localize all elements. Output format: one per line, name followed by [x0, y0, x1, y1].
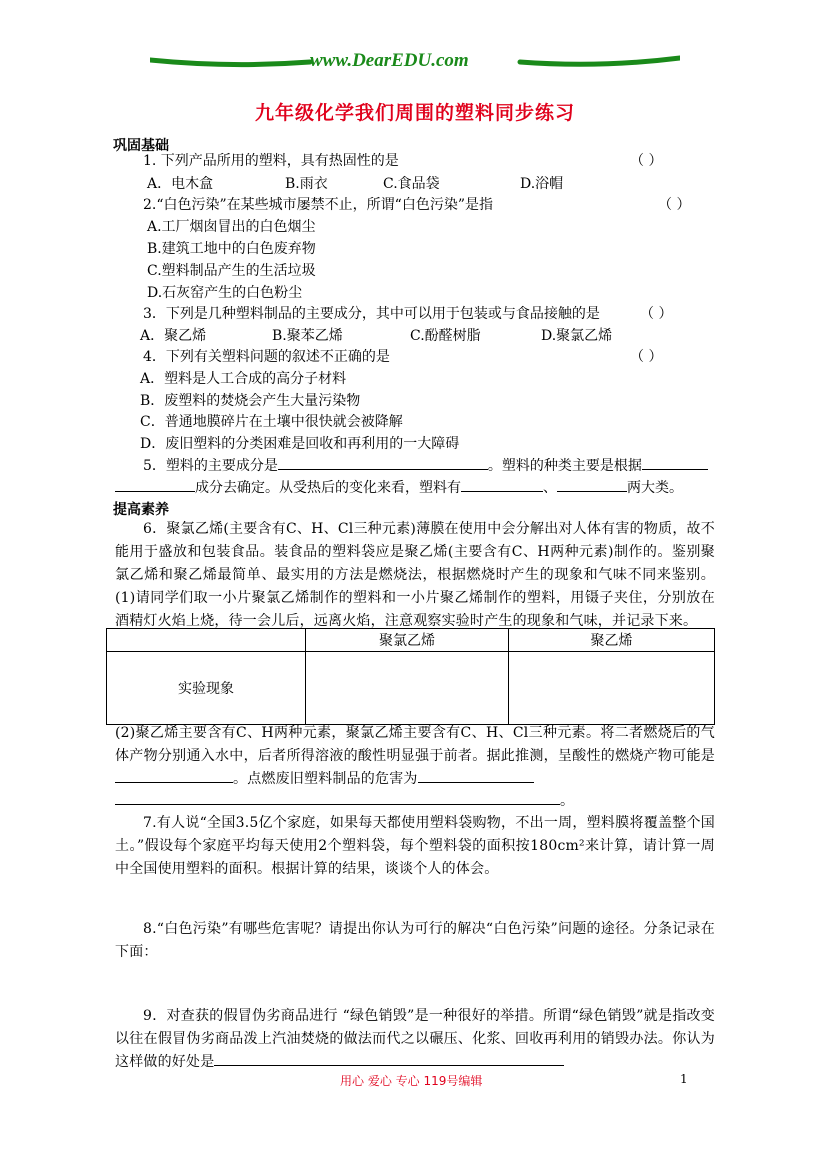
- section-basic: 巩固基础: [113, 138, 169, 154]
- q6-part2-end: 。: [560, 793, 574, 809]
- q5-blank-type2[interactable]: [557, 477, 627, 492]
- q6-part2: [115, 722, 715, 791]
- q4-option-a: A．塑料是人工合成的高分子材料: [140, 371, 347, 387]
- page-title: 九年级化学我们周围的塑料同步练习: [255, 102, 576, 124]
- q3-answer-paren: （ ）: [640, 306, 673, 322]
- q2-option-a: A.工厂烟囱冒出的白色烟尘: [147, 219, 316, 235]
- q3-stem: 3．下列是几种塑料制品的主要成分，其中可以用于包装或与食品接触的是: [143, 306, 600, 322]
- footer-text: 用心 爱心 专心 119号编辑: [340, 1074, 483, 1088]
- table-row-label: 实验现象: [107, 652, 306, 725]
- q6-intro: 6．聚氯乙烯(主要含有C、H、Cl三种元素)薄膜在使用中会分解出对人体有害的物质，故不能用于盛放和包装食品。装食品的塑料袋应是聚乙烯(主要含有C、H两种元素)制作的。鉴别聚氯乙烯和聚乙烯最简单、最实用的方法是燃烧法，根据燃烧时产生的现象和气味不同来鉴别。(1)请同学们取一小片聚氯乙烯制作的塑料和一小片聚乙烯制作的塑料，用镊子夹住，分别放在酒精灯火焰上烧，待一会儿后，远离火焰，注意观察实验时产生的现象和气味，并记录下来。: [115, 521, 715, 629]
- q5-blank-type1[interactable]: [461, 477, 543, 492]
- q5-line2: [115, 477, 683, 499]
- q5-blank-basis[interactable]: [642, 455, 708, 470]
- q4-stem: 4．下列有关塑料问题的叙述不正确的是: [143, 349, 390, 365]
- section-improve: 提高素养: [113, 502, 169, 518]
- q6-part2-text-b: 。点燃废旧塑料制品的危害为: [233, 771, 418, 787]
- q3-option-d: D.聚氯乙烯: [541, 328, 613, 344]
- experiment-table: [106, 628, 715, 725]
- q6-part2-text-a: (2)聚乙烯主要含有C、H两种元素，聚氯乙烯主要含有C、H、Cl三种元素。将二者燃烧后的气体产物分别通入水中，后者所得溶液的酸性明显强于前者。据此推测，呈酸性的燃烧产物可能是: [115, 725, 715, 764]
- q3-option-a: A．聚乙烯: [140, 328, 207, 344]
- q5-blank-basis-cont[interactable]: [115, 477, 195, 492]
- q2-option-b: B.建筑工地中的白色废弃物: [147, 241, 316, 257]
- q9-blank-benefit[interactable]: [214, 1051, 564, 1066]
- q6-blank-harm[interactable]: [418, 768, 534, 783]
- q5-text-2: 。塑料的种类主要是根据: [487, 458, 642, 474]
- table-corner-cell: [107, 629, 306, 652]
- q2-option-c: C.塑料制品产生的生活垃圾: [147, 263, 316, 279]
- q5-text-3: 成分去确定。从受热后的变化来看，塑料有: [195, 480, 461, 496]
- q3-option-c: C.酚醛树脂: [410, 328, 481, 344]
- q9-stem: 9．对查获的假冒伪劣商品进行 “绿色销毁”是一种很好的举措。所谓“绿色销毁”就是指改变以往在假冒伪劣商品泼上汽油焚烧的做法而代之以碾压、化浆、回收再利用的销毁办法。你认为这样做的好处是: [115, 1008, 715, 1070]
- q5-line1: [143, 455, 708, 477]
- q1-option-b: B.雨衣: [285, 176, 328, 192]
- q4-option-b: B．废塑料的焚烧会产生大量污染物: [140, 393, 361, 409]
- q6-blank-acidic-product[interactable]: [115, 768, 233, 783]
- q1-option-c: C.食品袋: [383, 176, 440, 192]
- table-cell-pvc-observation[interactable]: [306, 652, 509, 725]
- table-header-pvc: 聚氯乙烯: [306, 629, 509, 652]
- q1-option-d: D.浴帽: [520, 176, 564, 192]
- q6-blank-harm-cont[interactable]: [115, 790, 560, 805]
- q5-text-1: 5．塑料的主要成分是: [143, 458, 278, 474]
- q4-option-d: D．废旧塑料的分类困难是回收和再利用的一大障碍: [140, 436, 460, 452]
- q2-answer-paren: （ ）: [658, 197, 691, 213]
- q3-option-b: B.聚苯乙烯: [272, 328, 343, 344]
- q1-answer-paren: （ ）: [630, 153, 663, 169]
- q1-stem: 1. 下列产品所用的塑料，具有热固性的是: [143, 153, 399, 169]
- q2-stem: 2.“白色污染”在某些城市屡禁不止，所谓“白色污染”是指: [143, 197, 493, 213]
- q5-text-4: 、: [543, 480, 557, 496]
- q4-answer-paren: （ ）: [630, 349, 663, 365]
- page-number: 1: [680, 1072, 688, 1086]
- q5-blank-main-component[interactable]: [278, 455, 488, 470]
- q5-text-5: 两大类。: [627, 480, 683, 496]
- table-cell-pe-observation[interactable]: [509, 652, 715, 725]
- q1-option-a: A．电木盒: [147, 176, 214, 192]
- q4-option-c: C．普通地膜碎片在土壤中很快就会被降解: [140, 414, 403, 430]
- q6-harm-line: [115, 790, 574, 812]
- site-logo[interactable]: www.DearEDU.com: [310, 50, 469, 71]
- q7-text: 7.有人说“全国3.5亿个家庭，如果每天都使用塑料袋购物，不出一周，塑料膜将覆盖整个国土。”假设每个家庭平均每天使用2个塑料袋，每个塑料袋的面积按180cm²来计算，请计算一周中全国使用塑料的面积。根据计算的结果，谈谈个人的体会。: [115, 815, 715, 877]
- q2-option-d: D.石灰窑产生的白色粉尘: [147, 285, 303, 301]
- q8-text: 8.“白色污染”有哪些危害呢？请提出你认为可行的解决“白色污染”问题的途径。分条记录在下面：: [115, 921, 715, 960]
- q9-text: [115, 1005, 715, 1074]
- table-header-pe: 聚乙烯: [509, 629, 715, 652]
